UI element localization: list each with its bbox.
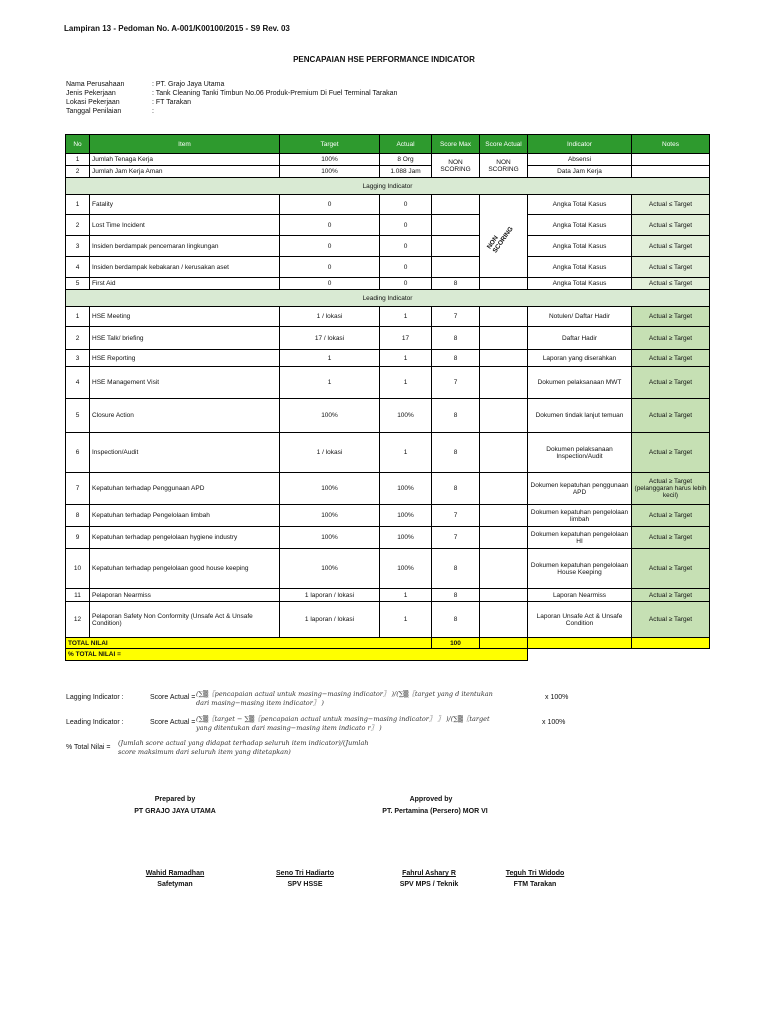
col-header-target: Target — [280, 135, 380, 154]
leading-formula-label: Leading Indicator : — [66, 719, 124, 726]
document-reference: Lampiran 13 - Pedoman No. A-001/K00100/2015 - S9 Rev. 03 — [64, 24, 290, 33]
lagging-score-label: Score Actual = — [150, 694, 196, 701]
section-row-lagging: Lagging Indicator — [66, 178, 710, 195]
signatory-name: Teguh Tri Widodo — [505, 870, 565, 877]
table-row: 11 Pelaporan Nearmiss 1 laporan / lokasi 1 8 Laporan Nearmiss Actual ≥ Target — [66, 589, 710, 602]
table-row: 4 Insiden berdampak kebakaran / kerusakan aset 0 0 Angka Total Kasus Actual ≤ Target — [66, 257, 710, 278]
non-scoring-cell: NON SCORING — [480, 154, 528, 178]
col-header-indicator: Indicator — [528, 135, 632, 154]
lagging-x100: x 100% — [545, 694, 569, 701]
leading-formula: (∑▒〖target − ∑▒〖pencapaian actual untuk masing−masing indicator〗 〗 )/(∑▒〖target yang ditentukan dari masing−masing item indicato r〗 ) — [196, 715, 490, 732]
total-formula-label: % Total Nilai = — [66, 744, 111, 751]
pct-total-label: % TOTAL NILAI = — [66, 649, 528, 661]
signatory-name: Fahrul Ashary R — [402, 870, 456, 877]
section-row-leading: Leading Indicator — [66, 290, 710, 307]
leading-score-label: Score Actual = — [150, 719, 196, 726]
prepared-by-label: Prepared by — [154, 796, 196, 803]
table-row: 2 Jumlah Jam Kerja Aman 100% 1.088 Jam Data Jam Kerja — [66, 166, 710, 178]
table-row: 10 Kepatuhan terhadap pengelolaan good house keeping 100% 100% 8 Dokumen kepatuhan pengelolaan House Keeping Actual ≥ Target — [66, 549, 710, 589]
pct-total-row — [66, 649, 710, 661]
signatory-role: SPV HSSE — [287, 881, 323, 888]
col-header-score-max: Score Max — [432, 135, 480, 154]
signatory-role: FTM Tarakan — [513, 881, 557, 888]
approved-by-label: Approved by — [409, 796, 453, 803]
hse-indicator-table — [65, 134, 710, 661]
total-label: TOTAL NILAI — [66, 638, 432, 649]
table-row: 2 HSE Talk/ briefing 17 / lokasi 17 8 Daftar Hadir Actual ≥ Target — [66, 327, 710, 350]
signatory-name: Seno Tri Hadiarto — [276, 870, 334, 877]
lagging-diag-cell — [480, 195, 528, 278]
table-header-row — [66, 135, 710, 154]
col-header-score-actual: Score Actual — [480, 135, 528, 154]
table-row: 5 First Aid 0 0 8 Angka Total Kasus Actual ≤ Target — [66, 278, 710, 290]
signatory-role: Safetyman — [157, 881, 193, 888]
prepared-org: PT GRAJO JAYA UTAMA — [134, 808, 216, 815]
info-row: Tanggal Penilaian : — [66, 108, 154, 115]
table-row: 2 Lost Time Incident 0 0 Angka Total Kasus Actual ≤ Target — [66, 215, 710, 236]
info-row: Jenis Pekerjaan : Tank Cleaning Tanki Timbun No.06 Produk-Premium Di Fuel Terminal Tarakan — [66, 90, 398, 97]
table-row: 5 Closure Action 100% 100% 8 Dokumen tindak lanjut temuan Actual ≥ Target — [66, 399, 710, 433]
total-formula: (Jumlah score actual yang didapat terhadap seluruh item indicator)/(Jumlah score maksimum dari seluruh item yang ditetapkan) — [118, 739, 369, 756]
info-block — [66, 80, 397, 116]
col-header-no: No — [66, 135, 90, 154]
table-row: 1 Jumlah Tenaga Kerja 100% 8 Org NON SCORING NON SCORING Absensi — [66, 154, 710, 166]
document-title: PENCAPAIAN HSE PERFORMANCE INDICATOR — [293, 55, 475, 64]
lagging-formula: (∑▒〖pencapaian actual untuk masing−masing indicator〗 )/(∑▒〖target yang d itentukan dari masing−masing item indicator〗 ) — [196, 690, 493, 707]
table-row: 12 Pelaporan Safety Non Conformity (Unsafe Act & Unsafe Condition) 1 laporan / lokasi 1 8 Laporan Unsafe Act & Unsafe Condition Actual ≥ Target — [66, 602, 710, 638]
table-row: 8 Kepatuhan terhadap Pengelolaan limbah 100% 100% 7 Dokumen kepatuhan pengelolaan limbah Actual ≥ Target — [66, 505, 710, 527]
signatory-role: SPV MPS / Teknik — [399, 881, 459, 888]
total-value: 100 — [432, 638, 480, 649]
non-scoring-cell: NON SCORING — [432, 154, 480, 178]
table-row: 1 HSE Meeting 1 / lokasi 1 7 Notulen/ Daftar Hadir Actual ≥ Target — [66, 307, 710, 327]
table-row: 6 Inspection/Audit 1 / lokasi 1 8 Dokumen pelaksanaan Inspection/Audit Actual ≥ Target — [66, 433, 710, 473]
info-row: Lokasi Pekerjaan : FT Tarakan — [66, 99, 192, 106]
lagging-non-scoring-label: NON SCORING — [485, 225, 515, 255]
approved-org: PT. Pertamina (Persero) MOR VI — [382, 808, 488, 815]
table-row: 3 HSE Reporting 1 1 8 Laporan yang diserahkan Actual ≥ Target — [66, 350, 710, 367]
table-row: 7 Kepatuhan terhadap Penggunaan APD 100% 100% 8 Dokumen kepatuhan penggunaan APD Actual ≥ Target (pelanggaran harus lebih kecil) — [66, 473, 710, 505]
table-row: 1 Fatality 0 0 NON SCORING Angka Total Kasus Actual ≤ Target — [66, 195, 710, 215]
table-row: 9 Kepatuhan terhadap pengelolaan hygiene industry 100% 100% 7 Dokumen kepatuhan pengelolaan HI Actual ≥ Target — [66, 527, 710, 549]
info-row: Nama Perusahaan : PT. Grajo Jaya Utama — [66, 81, 225, 88]
leading-x100: x 100% — [542, 719, 566, 726]
total-row — [66, 638, 710, 649]
signatory-name: Wahid Ramadhan — [145, 870, 205, 877]
lagging-formula-label: Lagging Indicator : — [66, 694, 124, 701]
table-row: 3 Insiden berdampak pencemaran lingkungan 0 0 Angka Total Kasus Actual ≤ Target — [66, 236, 710, 257]
col-header-actual: Actual — [380, 135, 432, 154]
col-header-notes: Notes — [632, 135, 710, 154]
table-row: 4 HSE Management Visit 1 1 7 Dokumen pelaksanaan MWT Actual ≥ Target — [66, 367, 710, 399]
col-header-item: Item — [90, 135, 280, 154]
